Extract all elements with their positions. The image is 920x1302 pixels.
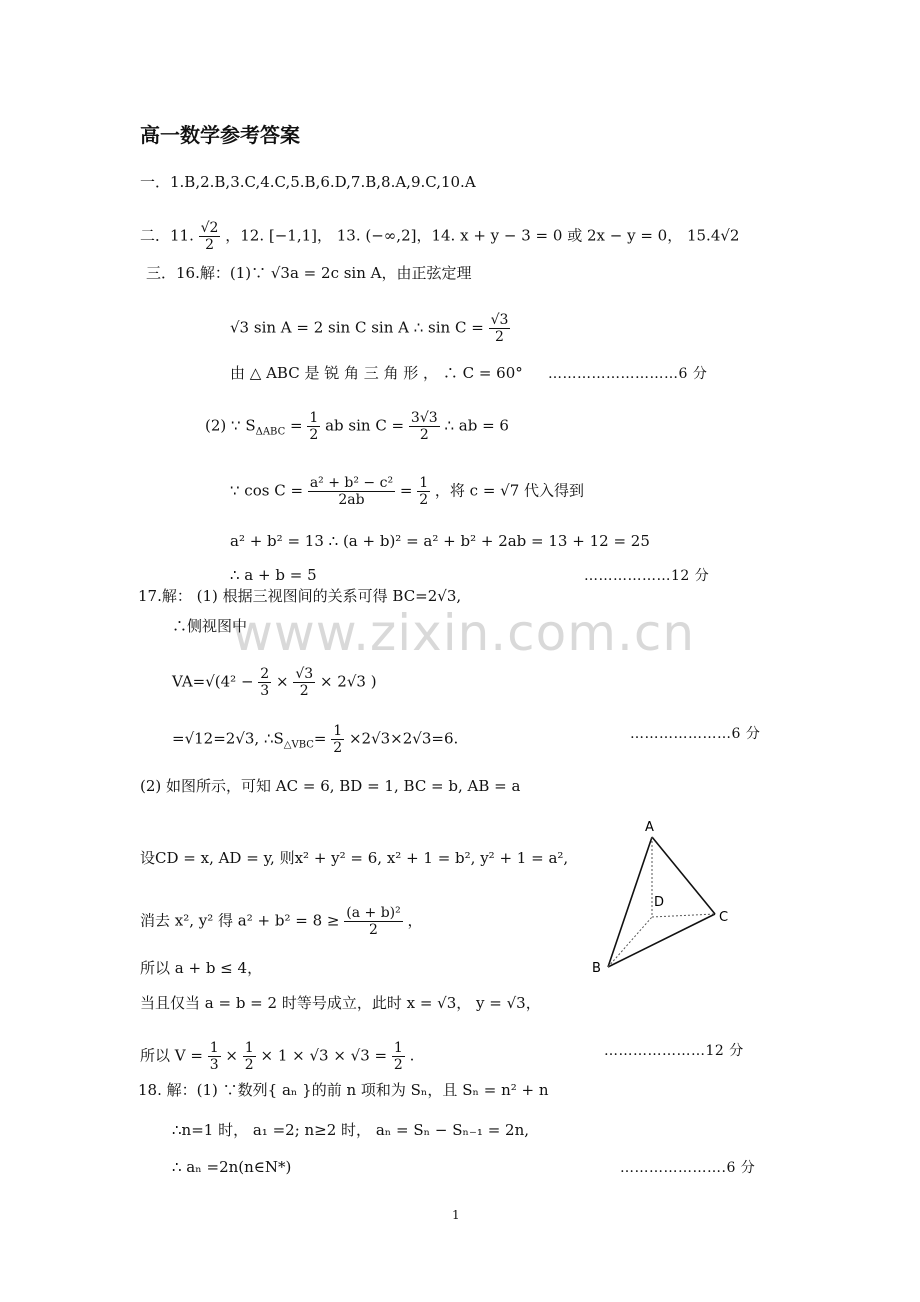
page-number: 1 — [452, 1208, 460, 1222]
section-1-answers: 一．1.B,2.B,3.C,4.C,5.B,6.D,7.B,8.A,9.C,10.A — [140, 173, 476, 191]
q17-line-4: =√12=2√3, $\therefore S_{\triangle VBC}=$ $\frac{1}{2}$ ×2√3×2√3=6. — [172, 723, 459, 756]
vertex-a-label: A — [645, 820, 654, 835]
edge-bd — [608, 917, 652, 967]
watermark: www.zixin.com.cn — [232, 604, 696, 662]
q16-line-6: a² + b² = 13 ∴ (a + b)² = a² + b² + 2ab = 13 + 12 = 25 — [230, 532, 650, 550]
q18-line-3: ∴ aₙ =2n(n∈N*) — [172, 1158, 292, 1176]
q17-line-1: 17.解： (1) 根据三视图间的关系可得 BC=2√3, — [138, 587, 462, 605]
q17-line-2: ∴侧视图中 — [172, 617, 248, 635]
fraction-11: $\frac{√2}{2}$ — [200, 220, 219, 253]
vertex-d-label: D — [654, 895, 665, 910]
q16-score-6: ………………………6 分 — [548, 366, 708, 382]
section-2-prefix: 二．11. — [140, 226, 194, 245]
vertex-c-label: C — [719, 910, 729, 925]
q17-line-8: 所以 a + b ≤ 4， — [140, 959, 263, 977]
page-title: 高一数学参考答案 — [140, 123, 300, 147]
q18-score-6: ………………….6 分 — [620, 1160, 756, 1176]
section-2-answers — [140, 220, 739, 253]
q17-line-7: 消去 x², y² 得 a² + b² = 8 ≥ $\frac{\text{(a + b)²}}{2}$ ， — [140, 905, 423, 938]
q16-line-1: 三．16.解：(1)∵ √3a = 2c sin A，由正弦定理 — [146, 264, 472, 282]
vertex-b-label: B — [592, 961, 601, 975]
q16-line-4: (2) ∵ $S_{\Delta ABC}$ = $\frac{1}{2}$ ab sin C = $\frac{3√3}{2}$ ∴ ab = 6 — [205, 410, 509, 443]
q18-line-2: ∴n=1 时， a₁ =2; n≥2 时， aₙ = Sₙ − Sₙ₋₁ = 2n, — [172, 1121, 529, 1139]
q17-score-6: …………………6 分 — [630, 726, 761, 742]
q17-line-9: 当且仅当 a = b = 2 时等号成立，此时 x = √3， y = √3， — [140, 994, 541, 1012]
edge-cd — [652, 914, 715, 917]
q16-line-2: √3 sin A = 2 sin C sin A ∴ sin C = $\frac{√3}{2}$ — [230, 312, 509, 345]
q16-score-12: ………………12 分 — [584, 568, 710, 584]
q17-line-5: (2) 如图所示，可知 AC = 6, BD = 1, BC = b, AB = a — [140, 777, 521, 795]
q17-line-10: 所以 V = $\frac{1}{3}$ × $\frac{1}{2}$ × 1 × √3 × √3 = $\frac{1}{2}$ . — [140, 1040, 415, 1073]
q16-line-5: ∵ cos C = $\frac{\text{a² + b² − c²}}{2ab}$ = $\frac{1}{2}$ ，将 c = √7 代入得到 — [230, 475, 585, 508]
tetrahedron-figure — [590, 815, 740, 975]
q17-line-3: VA=√(4² − $\frac{2}{3}$ × $\frac{√3}{2}$ × 2√3 ) — [172, 666, 377, 699]
section-2-rest: ，12. [−1,1]， 13. (−∞,2]，14. x + y − 3 = 0 或 2x − y = 0， 15.4√2 — [225, 226, 740, 245]
q18-line-1: 18. 解：(1) ∵数列{ aₙ }的前 n 项和为 Sₙ，且 Sₙ = n² + n — [138, 1081, 549, 1099]
q17-line-6: 设CD = x, AD = y, 则x² + y² = 6, x² + 1 = b², y² + 1 = a², — [140, 849, 569, 867]
q17-score-12: …………………12 分 — [604, 1043, 744, 1059]
q16-line-3: 由 △ ABC 是 锐 角 三 角 形 ， ∴ C = 60° — [230, 364, 523, 382]
edge-ab — [608, 837, 652, 967]
q16-line-7: ∴ a + b = 5 — [230, 566, 317, 584]
